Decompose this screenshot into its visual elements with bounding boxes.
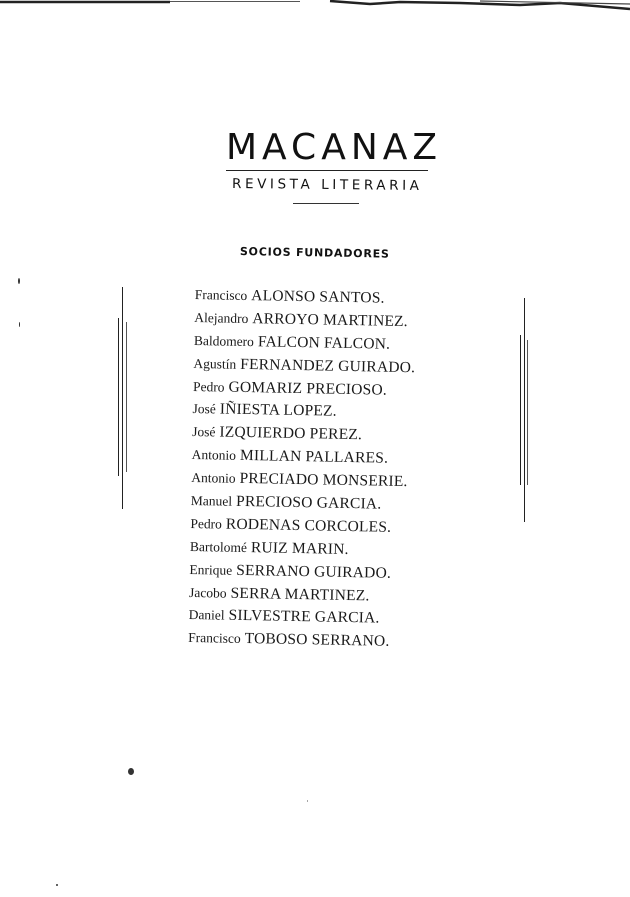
founder-first-name: Bartolomé: [189, 538, 248, 555]
ornament-rule: [293, 203, 359, 204]
right-bracket-bar: [524, 298, 525, 522]
left-bracket-bar-thin: [126, 322, 127, 472]
masthead: [226, 127, 443, 194]
founder-first-name: José: [192, 424, 216, 440]
founder-surname: FALCON FALCON.: [257, 333, 391, 353]
scan-speck: [56, 884, 58, 886]
magazine-title: MACANAZ: [226, 127, 443, 168]
founder-first-name: José: [192, 401, 216, 417]
founder-surname: GOMARIZ PRECIOSO.: [228, 378, 388, 399]
founder-surname: SILVESTRE GARCIA.: [228, 607, 380, 628]
founder-first-name: Francisco: [188, 630, 241, 647]
scan-speck: [18, 278, 20, 284]
founder-surname: SERRA MARTINEZ.: [230, 584, 370, 604]
founder-first-name: Baldomero: [193, 332, 255, 349]
founder-first-name: Manuel: [190, 492, 233, 509]
founder-first-name: Agustín: [193, 355, 237, 372]
founder-surname: RUIZ MARIN.: [250, 538, 349, 558]
magazine-subtitle: REVISTA LITERARIA: [231, 175, 423, 194]
scan-speck: [128, 768, 134, 775]
founder-list-item: [188, 627, 410, 654]
founder-surname: FERNANDEZ GUIRADO.: [240, 355, 416, 376]
founder-surname: PRECIADO MONSERIE.: [239, 470, 408, 491]
founder-surname: IÑIESTA LOPEZ.: [219, 400, 337, 421]
founder-first-name: Jacobo: [188, 584, 227, 601]
founder-surname: TOBOSO SERRANO.: [244, 630, 390, 651]
founder-first-name: Antonio: [191, 470, 236, 486]
right-bracket-bar-thin: [527, 340, 528, 485]
left-bracket-bar-inner: [118, 318, 119, 476]
founder-surname: IZQUIERDO PEREZ.: [219, 423, 363, 444]
title-underline: [226, 170, 428, 171]
left-bracket-bar: [122, 287, 123, 509]
founder-surname: PRECIOSO GARCIA.: [235, 492, 382, 513]
founder-surname: SERRANO GUIRADO.: [236, 561, 392, 582]
founder-first-name: Pedro: [192, 378, 225, 395]
scan-speck: [19, 322, 20, 327]
founder-first-name: Pedro: [190, 515, 223, 532]
founder-surname: RODENAS CORCOLES.: [225, 515, 392, 536]
founder-surname: ALONSO SANTOS.: [251, 287, 385, 307]
right-bracket-bar-inner: [520, 335, 521, 485]
scan-edge-artifact: [0, 0, 630, 14]
founder-first-name: Alejandro: [194, 309, 249, 326]
founder-surname: ARROYO MARTINEZ.: [252, 309, 409, 330]
founder-first-name: Antonio: [191, 447, 237, 464]
founder-surname: MILLAN PALLARES.: [239, 447, 389, 467]
founder-first-name: Enrique: [189, 561, 233, 578]
scan-speck: [307, 800, 308, 802]
founders-list: [188, 284, 417, 654]
founder-first-name: Daniel: [188, 607, 225, 624]
section-heading: SOCIOS FUNDADORES: [239, 245, 390, 261]
founder-first-name: Francisco: [194, 286, 248, 304]
